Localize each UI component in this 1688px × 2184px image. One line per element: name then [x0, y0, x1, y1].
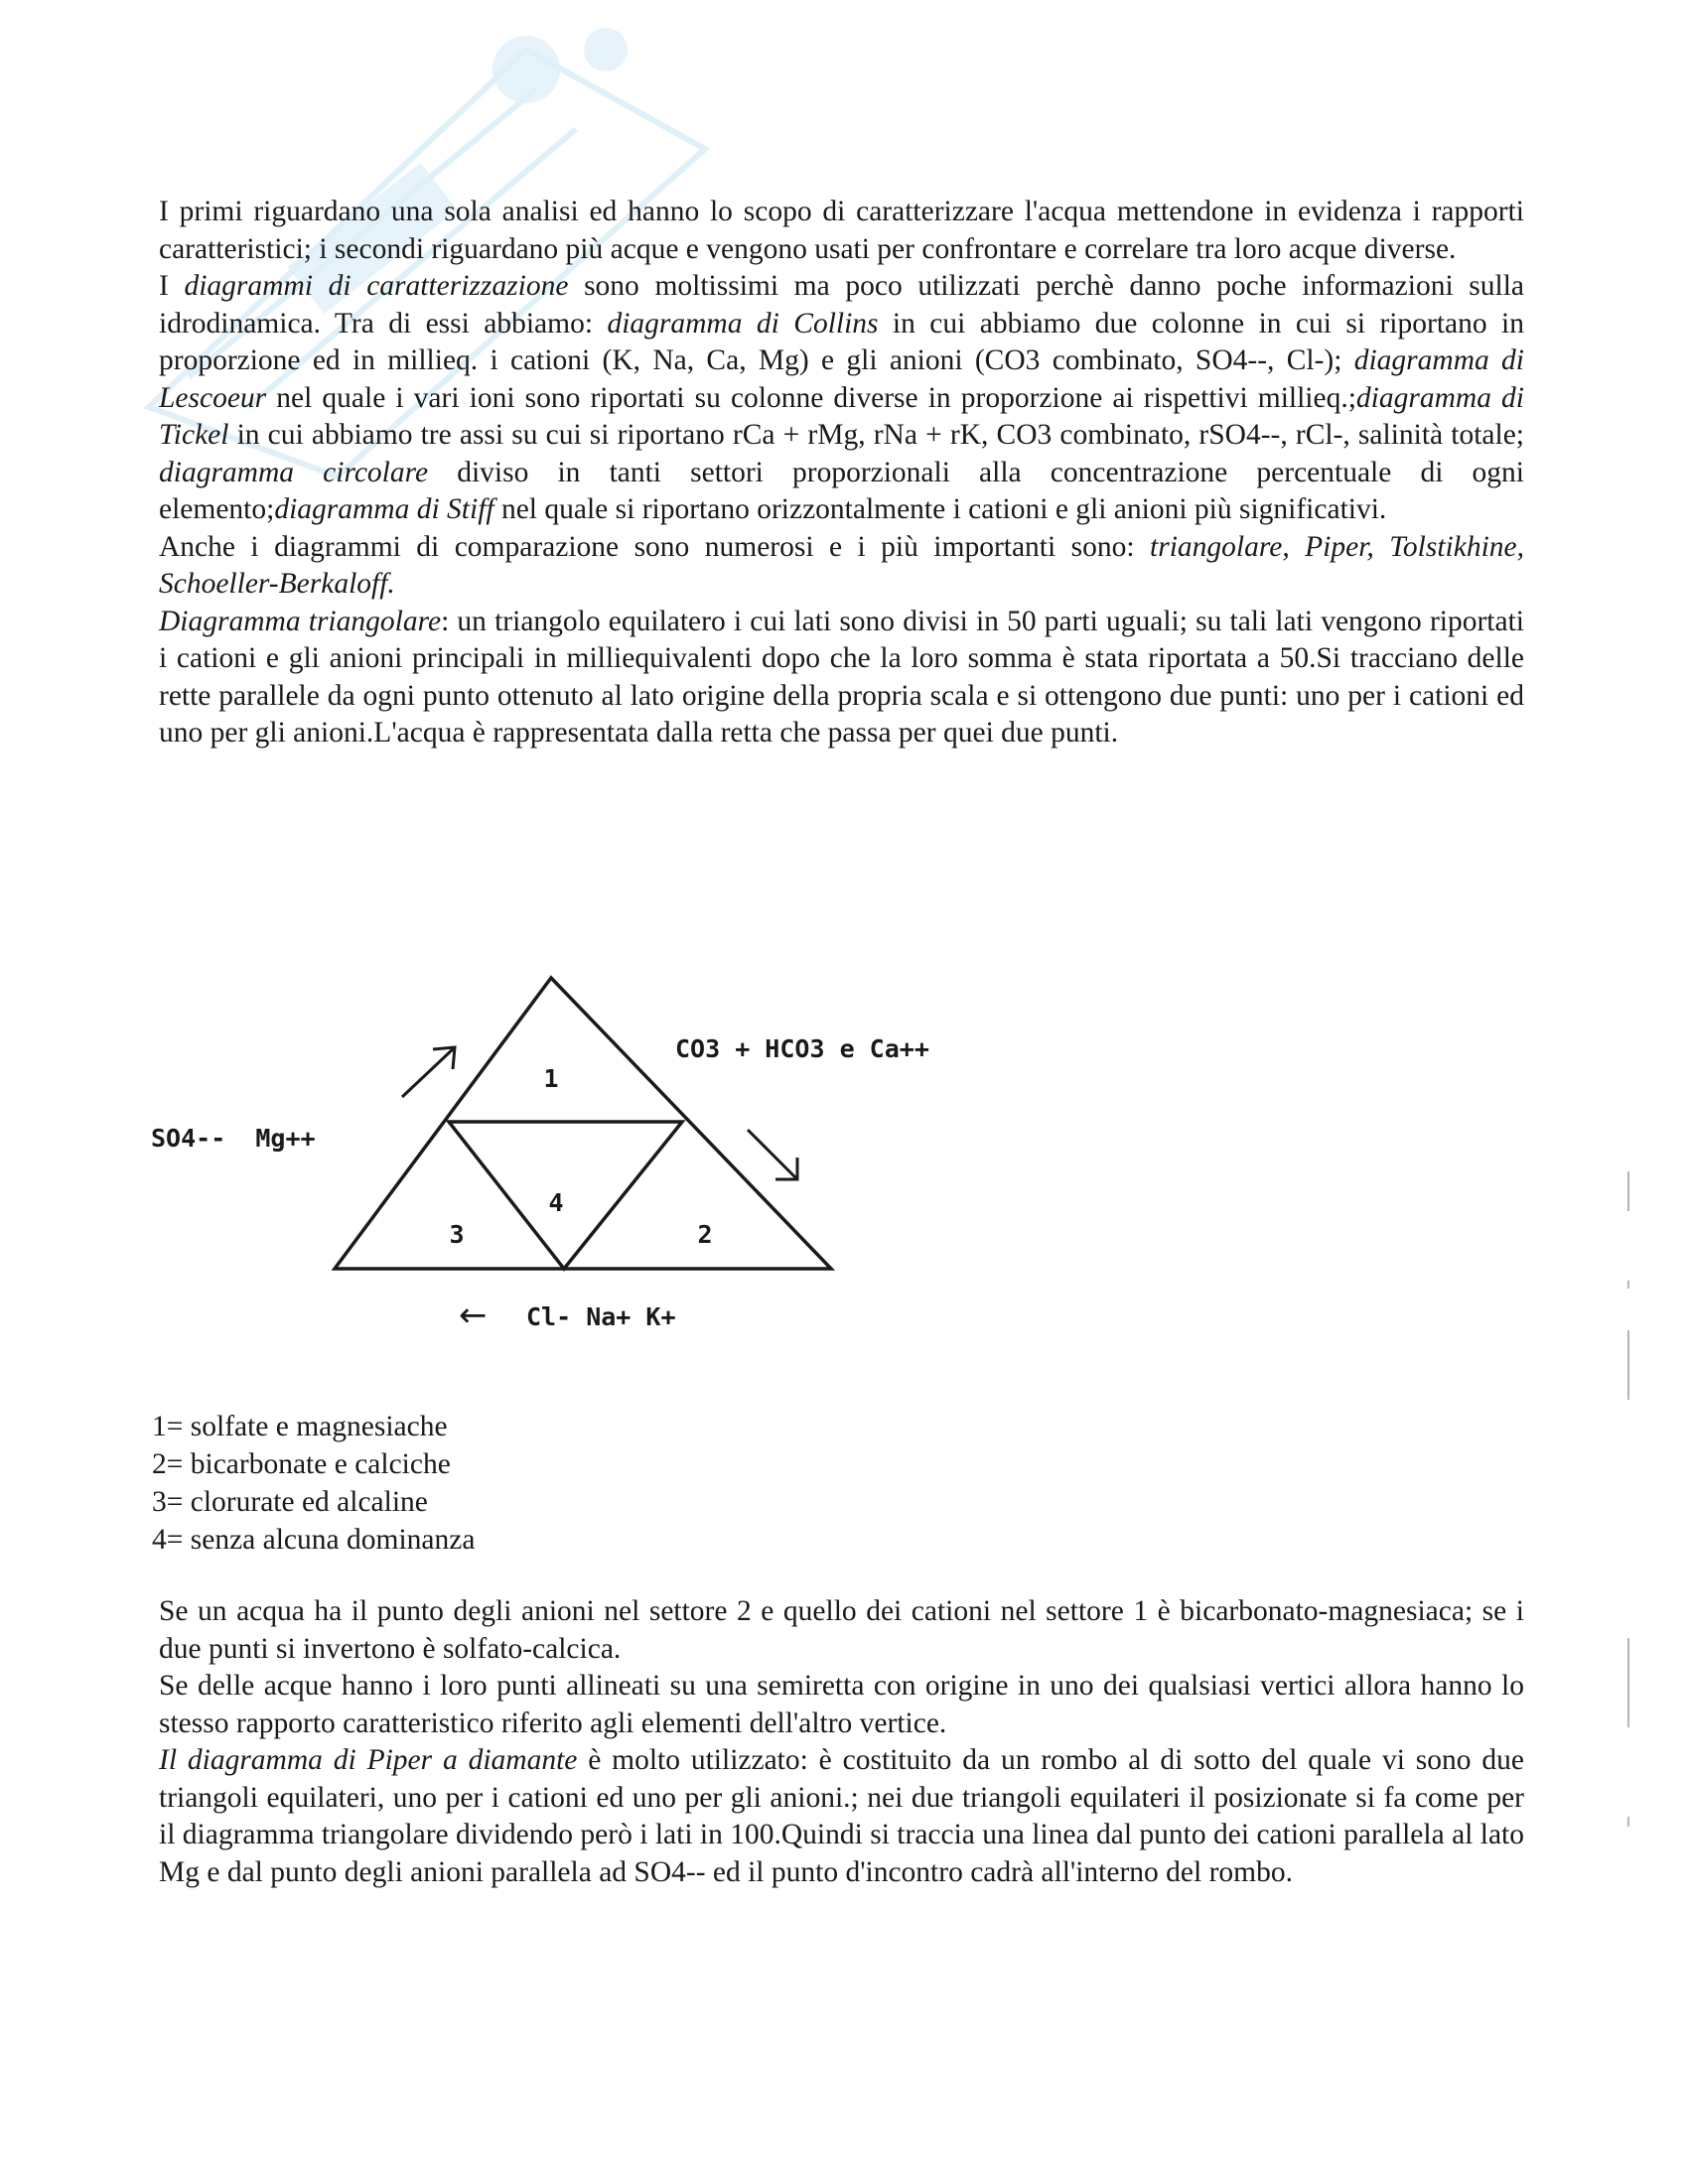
right-axis-label: CO3 + HCO3 e Ca++ — [675, 1034, 929, 1063]
sector-3-number: 3 — [449, 1220, 465, 1249]
left-axis-label: SO4-- Mg++ — [151, 1124, 316, 1153]
paragraph-alignment: Se delle acque hanno i loro punti allineati su una semiretta con origine in uno dei qualsiasi vertici allora hanno lo stesso rapporto caratteristico riferito agli elementi dell'altro vertice. — [159, 1670, 1524, 1739]
legend-item: 4= senza alcuna dominanza — [152, 1524, 476, 1556]
triangular-diagram — [129, 968, 1023, 1365]
legend-item: 3= clorurate ed alcaline — [152, 1486, 428, 1518]
arrow-up-right-icon — [402, 1047, 455, 1097]
paragraph-characterization: I diagrammi di caratterizzazione sono moltissimi ma poco utilizzati perchè danno poche informazioni sulla idrodinamica. Tra di essi abbiamo: diagramma di Collins in cui abbiamo due colonne in cui si riportano in proporzione ed in millieq. i cationi (K, Na, Ca, Mg) e gli anioni (CO3 combinato, SO4--, Cl-); diagramma di Lescoeur nel quale i vari ioni sono riportati su colonne diverse in proporzione ai rispettivi millieq.;diagramma di Tickel in cui abbiamo tre assi su cui si riportano rCa + rMg, rNa + rK, CO3 combinato, rSO4--, rCl-, salinità totale; diagramma circolare diviso in tanti settori proporzionali alla concentrazione percentuale di ogni elemento;diagramma di Stiff nel quale si riportano orizzontalmente i cationi e gli anioni più significativi. — [159, 270, 1525, 525]
inner-triangle — [449, 1122, 682, 1269]
paragraph-triangular: Diagramma triangolare: un triangolo equilatero i cui lati sono divisi in 50 parti uguali; su tali lati vengono riportati i cationi e gli anioni principali in milliequivalenti dopo che la loro somma è stata riportata a 50.Si tracciano delle rette parallele da ogni punto ottenuto al lato origine della propria scala e si ottengono due punti: uno per i cationi ed uno per gli anioni.L'acqua è rappresentata dalla retta che passa per quei due punti. — [159, 605, 1524, 749]
sector-legend — [152, 1408, 475, 1559]
legend-item: 1= solfate e magnesiache — [152, 1411, 448, 1442]
legend-item: 2= bicarbonate e calciche — [152, 1448, 451, 1480]
bottom-axis-label: Cl- Na+ K+ — [526, 1302, 676, 1331]
paragraph-piper: Il diagramma di Piper a diamante è molto utilizzato: è costituito da un rombo al di sotto del quale vi sono due triangoli equilateri, uno per i cationi ed uno per gli anioni.; nei due triangoli equilateri il posizionate si fa come per il diagramma triangolare dividendo però i lati in 100.Quindi si traccia una linea dal punto dei cationi parallela al lato Mg e dal punto degli anioni parallela ad SO4-- ed il punto d'incontro cadrà all'interno del rombo. — [159, 1744, 1524, 1888]
text-block-bottom — [159, 1593, 1524, 1891]
sector-1-number: 1 — [543, 1064, 559, 1093]
text-block-top — [159, 194, 1524, 752]
paragraph-comparison: Anche i diagrammi di comparazione sono numerosi e i più importanti sono: triangolare, Piper, Tolstikhine, Schoeller-Berkaloff. — [159, 530, 1524, 600]
paragraph-intro: I primi riguardano una sola analisi ed hanno lo scopo di caratterizzare l'acqua mettendone in evidenza i rapporti caratteristici; i secondi riguardano più acque e vengono usati per confrontare e correlare tra loro acque diverse. — [159, 196, 1524, 265]
scan-artifacts — [1618, 1171, 1638, 1866]
sector-4-number: 4 — [548, 1188, 564, 1217]
left-arrow-icon: ← — [459, 1296, 488, 1335]
paragraph-sectors: Se un acqua ha il punto degli anioni nel settore 2 e quello dei cationi nel settore 1 è bicarbonato-magnesiaca; se i due punti si invertono è solfato-calcica. — [159, 1595, 1524, 1665]
arrow-down-right-icon — [748, 1130, 797, 1179]
sector-2-number: 2 — [697, 1220, 713, 1249]
